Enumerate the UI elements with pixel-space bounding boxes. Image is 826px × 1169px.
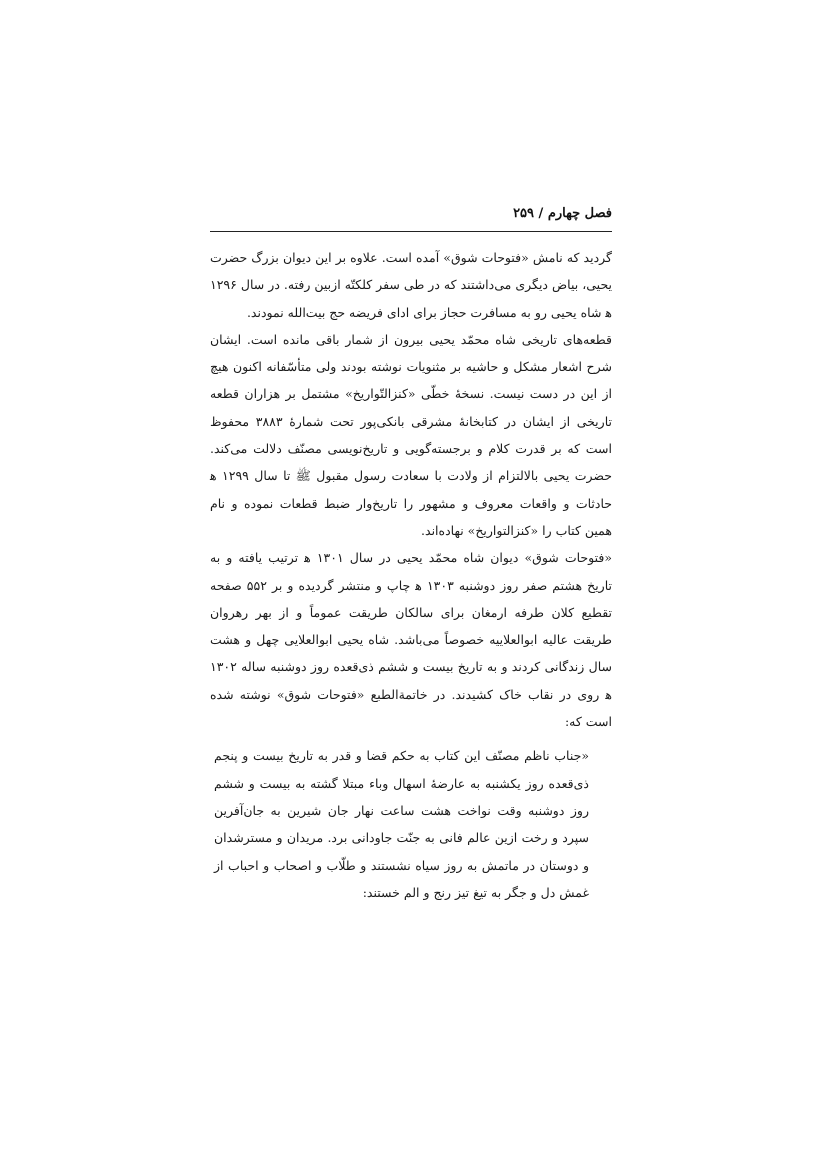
header-rule <box>210 231 612 232</box>
paragraph-2: قطعه‌های تاریخی شاه محمّد یحیی بیرون از شمار باقی مانده است. ایشان شرح اشعار مشکل و حاشیه بر مثنویات نوشته بودند ولی متأسّفانه اکنون هیچ از این در دست نیست. نسخهٔ خطّی «کنزالتّواریخ» مشتمل بر هزاران قطعه تاریخی از ایشان در کتابخانهٔ مشرقی بانکی‌پور تحت شمارهٔ ۳۸۸۳ محفوظ است که بر قدرت کلام و برجسته‌گویی و تاریخ‌نویسی مصنّف دلالت می‌کند. حضرت یحیی بالالتزام از ولادت با سعادت رسول مقبول ﷺ تا سال ۱۲۹۹ ﻫ حادثات و واقعات معروف و مشهور را تاریخ‌وار ضبط قطعات نموده و نام همین کتاب را «کنزالتواریخ» نهاده‌اند. <box>210 331 612 538</box>
paragraph-1: گردید که نامش «فتوحات شوق» آمده است. علاوه بر این دیوان بزرگ حضرت یحیی، بیاض دیگری می‌داشتند که در طی سفر کلکتّه ازبین رفته. در سال ۱۲۹۶ ﻫ شاه یحیی رو به مسافرت حجاز برای ادای فریضه حج بیت‌الله نمودند. <box>210 250 612 320</box>
paragraph-3: «فتوحات شوق» دیوان شاه محمّد یحیی در سال ۱۳۰۱ ﻫ ترتیب یافته و به تاریخ هشتم صفر روز دوشنبه ۱۳۰۳ ﻫ چاپ و منتشر گردیده و بر ۵۵۲ صفحه تقطیع کلان طرفه ارمغان برای سالکان طریقت عموماً و از بهر رهروان طریقت عالیه ابوالعلاییه خصوصاً می‌باشد. شاه یحیی ابوالعلایی چهل و هشت سال زندگانی کردند و به تاریخ بیست و ششم ذی‌قعده روز دوشنبه ساله ۱۳۰۲ ﻫ روی در نقاب خاک کشیدند. در خاتمةالطبع «فتوحات شوق» نوشته شده است که: <box>210 550 612 730</box>
running-header: فصل چهارم / ۲۵۹ <box>513 206 612 221</box>
block-quote: «جناب ناظم مصنّف این کتاب به حکم قضا و قدر به تاریخ بیست و پنجم ذی‌قعده روز یکشنبه به عارضهٔ اسهال وباء مبتلا گشته به بیست و ششم روز دوشنبه وقت نواخت هشت ساعت نهار جان شیرین به جان‌آفرین سپرد و رخت ازین عالم فانی به جنّت جاودانی برد. مریدان و مسترشدان و دوستان در ماتمش به روز سیاه نشستند و طلّاب و اصحاب و احباب از غمش دل و جگر به تیغ تیز رنج و الم خستند: <box>214 748 589 900</box>
body-text <box>210 244 612 906</box>
